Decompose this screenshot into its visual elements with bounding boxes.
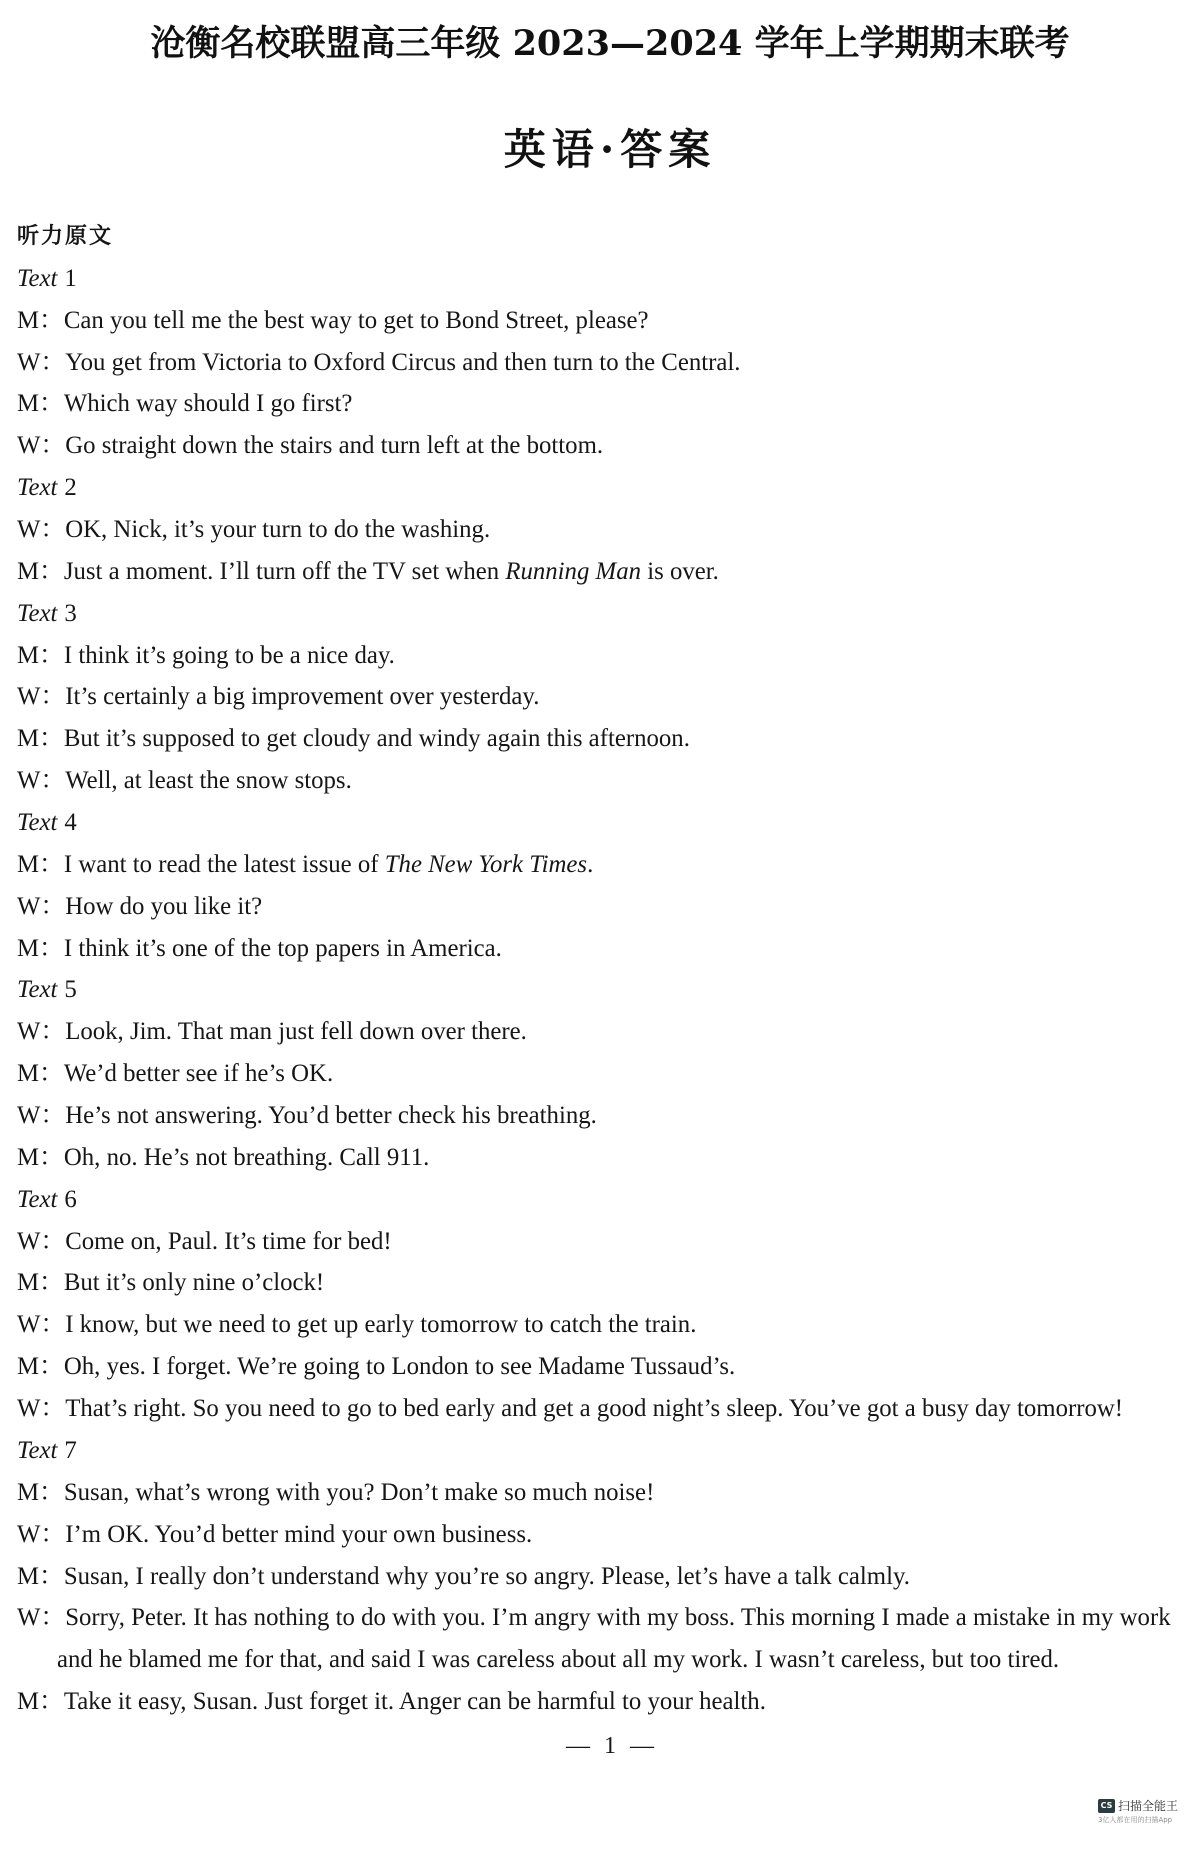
speaker-label: W：: [17, 516, 66, 544]
text-heading-number: 3: [64, 599, 77, 627]
dialogue-text: Which way should I go first?: [63, 390, 353, 418]
dialogue-text: Come on, Paul. It’s time for bed!: [65, 1227, 392, 1255]
listening-transcript: [17, 216, 1200, 1723]
speaker-label: W：: [17, 348, 66, 376]
speaker-label: W：: [17, 892, 66, 920]
dialogue-text: Oh, no. He’s not breathing. Call 911.: [63, 1143, 430, 1171]
dialogue-text: I think it’s going to be a nice day.: [63, 641, 395, 669]
page-title: 沧衡名校联盟高三年级 2023—2024 学年上学期期末联考: [150, 23, 1070, 64]
dialogue-text: Sorry, Peter. It has nothing to do with you. I’m angry with my boss. This morning I made a mistake in my work: [65, 1604, 1171, 1632]
dialogue-line: [17, 1514, 1200, 1556]
dialogue-text: Can you tell me the best way to get to Bond Street, please?: [63, 306, 649, 334]
dialogue-line: [17, 635, 1200, 677]
text-heading-label: Text: [17, 599, 58, 627]
dialogue-line: [17, 551, 1200, 593]
text-heading: [17, 593, 1200, 635]
dialogue-text: Susan, I really don’t understand why you’re so angry. Please, let’s have a talk calmly.: [63, 1562, 910, 1590]
speaker-label: M：: [17, 390, 64, 418]
speaker-label: W：: [17, 1227, 66, 1255]
page-subtitle: 英语·答案: [503, 125, 717, 174]
watermark-app-name: 扫描全能王: [1118, 1799, 1179, 1813]
dialogue-line: [17, 509, 1200, 551]
speaker-label: M：: [17, 1478, 64, 1506]
text-heading: [17, 969, 1200, 1011]
speaker-label: M：: [17, 934, 64, 962]
dialogue-line: [17, 1053, 1200, 1095]
speaker-label: M：: [17, 725, 64, 753]
dialogue-line: [17, 928, 1200, 970]
dialogue-text-end: .: [587, 850, 594, 878]
page-number: — 1 —: [566, 1733, 654, 1759]
speaker-label: W：: [17, 767, 66, 795]
dialogue-line: [17, 886, 1200, 928]
text-heading-label: Text: [17, 809, 58, 837]
dialogue-line: [17, 718, 1200, 760]
speaker-label: W：: [17, 1018, 66, 1046]
text-heading: [17, 1179, 1200, 1221]
text-heading-label: Text: [17, 264, 58, 292]
dialogue-text: But it’s only nine o’clock!: [63, 1269, 325, 1297]
text-heading-number: 4: [64, 809, 77, 837]
speaker-label: M：: [17, 1353, 64, 1381]
dialogue-line: [17, 383, 1200, 425]
speaker-label: W：: [17, 1102, 66, 1130]
dialogue-line: [17, 342, 1200, 384]
dialogue-line: [17, 1137, 1200, 1179]
dialogue-text: I’m OK. You’d better mind your own business.: [65, 1520, 533, 1548]
dialogue-text: and he blamed me for that, and said I was careless about all my work. I wasn’t careless, but too tired.: [57, 1646, 1060, 1674]
speaker-label: W：: [17, 432, 66, 460]
dialogue-text: Susan, what’s wrong with you? Don’t make so much noise!: [63, 1478, 655, 1506]
section-heading: 听力原文: [17, 224, 114, 249]
speaker-label: M：: [17, 1562, 64, 1590]
text-heading-label: Text: [17, 1436, 58, 1464]
dialogue-line: [17, 1597, 1200, 1639]
dialogue-text: It’s certainly a big improvement over yesterday.: [65, 683, 540, 711]
dialogue-line: [17, 1556, 1200, 1598]
italic-title: The New York Times: [384, 850, 588, 878]
text-heading-number: 1: [64, 264, 77, 292]
dialogue-text: Look, Jim. That man just fell down over there.: [65, 1018, 527, 1046]
text-heading: [17, 258, 1200, 300]
speaker-label: W：: [17, 683, 66, 711]
dialogue-line: [17, 844, 1200, 886]
speaker-label: W：: [17, 1311, 66, 1339]
dialogue-text: Just a moment. I’ll turn off the TV set when: [63, 557, 506, 585]
text-heading-number: 6: [64, 1185, 77, 1213]
speaker-label: W：: [17, 1604, 66, 1632]
dialogue-text: Oh, yes. I forget. We’re going to London to see Madame Tussaud’s.: [63, 1353, 736, 1381]
dialogue-line: [17, 300, 1200, 342]
speaker-label: M：: [17, 1143, 64, 1171]
dialogue-text: You get from Victoria to Oxford Circus and then turn to the Central.: [65, 348, 741, 376]
speaker-label: W：: [17, 1520, 66, 1548]
dialogue-text: OK, Nick, it’s your turn to do the washing.: [65, 516, 491, 544]
dialogue-line: [17, 1388, 1200, 1430]
text-heading-label: Text: [17, 1185, 58, 1213]
dialogue-text: Go straight down the stairs and turn left at the bottom.: [65, 432, 604, 460]
speaker-label: M：: [17, 641, 64, 669]
text-heading-label: Text: [17, 474, 58, 502]
dialogue-text: I know, but we need to get up early tomorrow to catch the train.: [65, 1311, 697, 1339]
dialogue-text: But it’s supposed to get cloudy and windy again this afternoon.: [63, 725, 690, 753]
text-heading-label: Text: [17, 976, 58, 1004]
dialogue-line: [17, 1262, 1200, 1304]
dialogue-text: That’s right. So you need to go to bed early and get a good night’s sleep. You’ve got a busy day tomorrow!: [65, 1395, 1124, 1423]
watermark-tagline: 3亿人都在用的扫描App: [1098, 1816, 1173, 1824]
dialogue-line: [17, 425, 1200, 467]
italic-title: Running Man: [505, 557, 642, 585]
dialogue-text: How do you like it?: [65, 892, 263, 920]
speaker-label: M：: [17, 306, 64, 334]
dialogue-line: [17, 1221, 1200, 1263]
dialogue-text-end: is over.: [641, 557, 719, 585]
camscanner-logo-icon: CS: [1098, 1799, 1115, 1813]
dialogue-line: [17, 760, 1200, 802]
text-heading: [17, 467, 1200, 509]
dialogue-text: I want to read the latest issue of: [63, 850, 385, 878]
dialogue-line: [17, 1346, 1200, 1388]
dialogue-line-continuation: [17, 1639, 1200, 1681]
text-heading-number: 2: [64, 474, 77, 502]
text-heading: [17, 802, 1200, 844]
speaker-label: M：: [17, 1688, 64, 1716]
dialogue-line: [17, 1472, 1200, 1514]
dialogue-line: [17, 1304, 1200, 1346]
speaker-label: M：: [17, 850, 64, 878]
text-heading-number: 5: [64, 976, 77, 1004]
dialogue-text: I think it’s one of the top papers in America.: [63, 934, 502, 962]
dialogue-text: We’d better see if he’s OK.: [63, 1060, 334, 1088]
text-heading: [17, 1430, 1200, 1472]
speaker-label: M：: [17, 1269, 64, 1297]
text-heading-number: 7: [64, 1436, 77, 1464]
speaker-label: M：: [17, 1060, 64, 1088]
dialogue-line: [17, 1095, 1200, 1137]
dialogue-line: [17, 1681, 1200, 1723]
dialogue-text: Take it easy, Susan. Just forget it. Anger can be harmful to your health.: [63, 1688, 766, 1716]
scanner-watermark: [1098, 1799, 1188, 1827]
speaker-label: W：: [17, 1395, 66, 1423]
dialogue-line: [17, 676, 1200, 718]
speaker-label: M：: [17, 557, 64, 585]
dialogue-text: He’s not answering. You’d better check his breathing.: [65, 1102, 597, 1130]
dialogue-text: Well, at least the snow stops.: [65, 767, 352, 795]
dialogue-line: [17, 1011, 1200, 1053]
